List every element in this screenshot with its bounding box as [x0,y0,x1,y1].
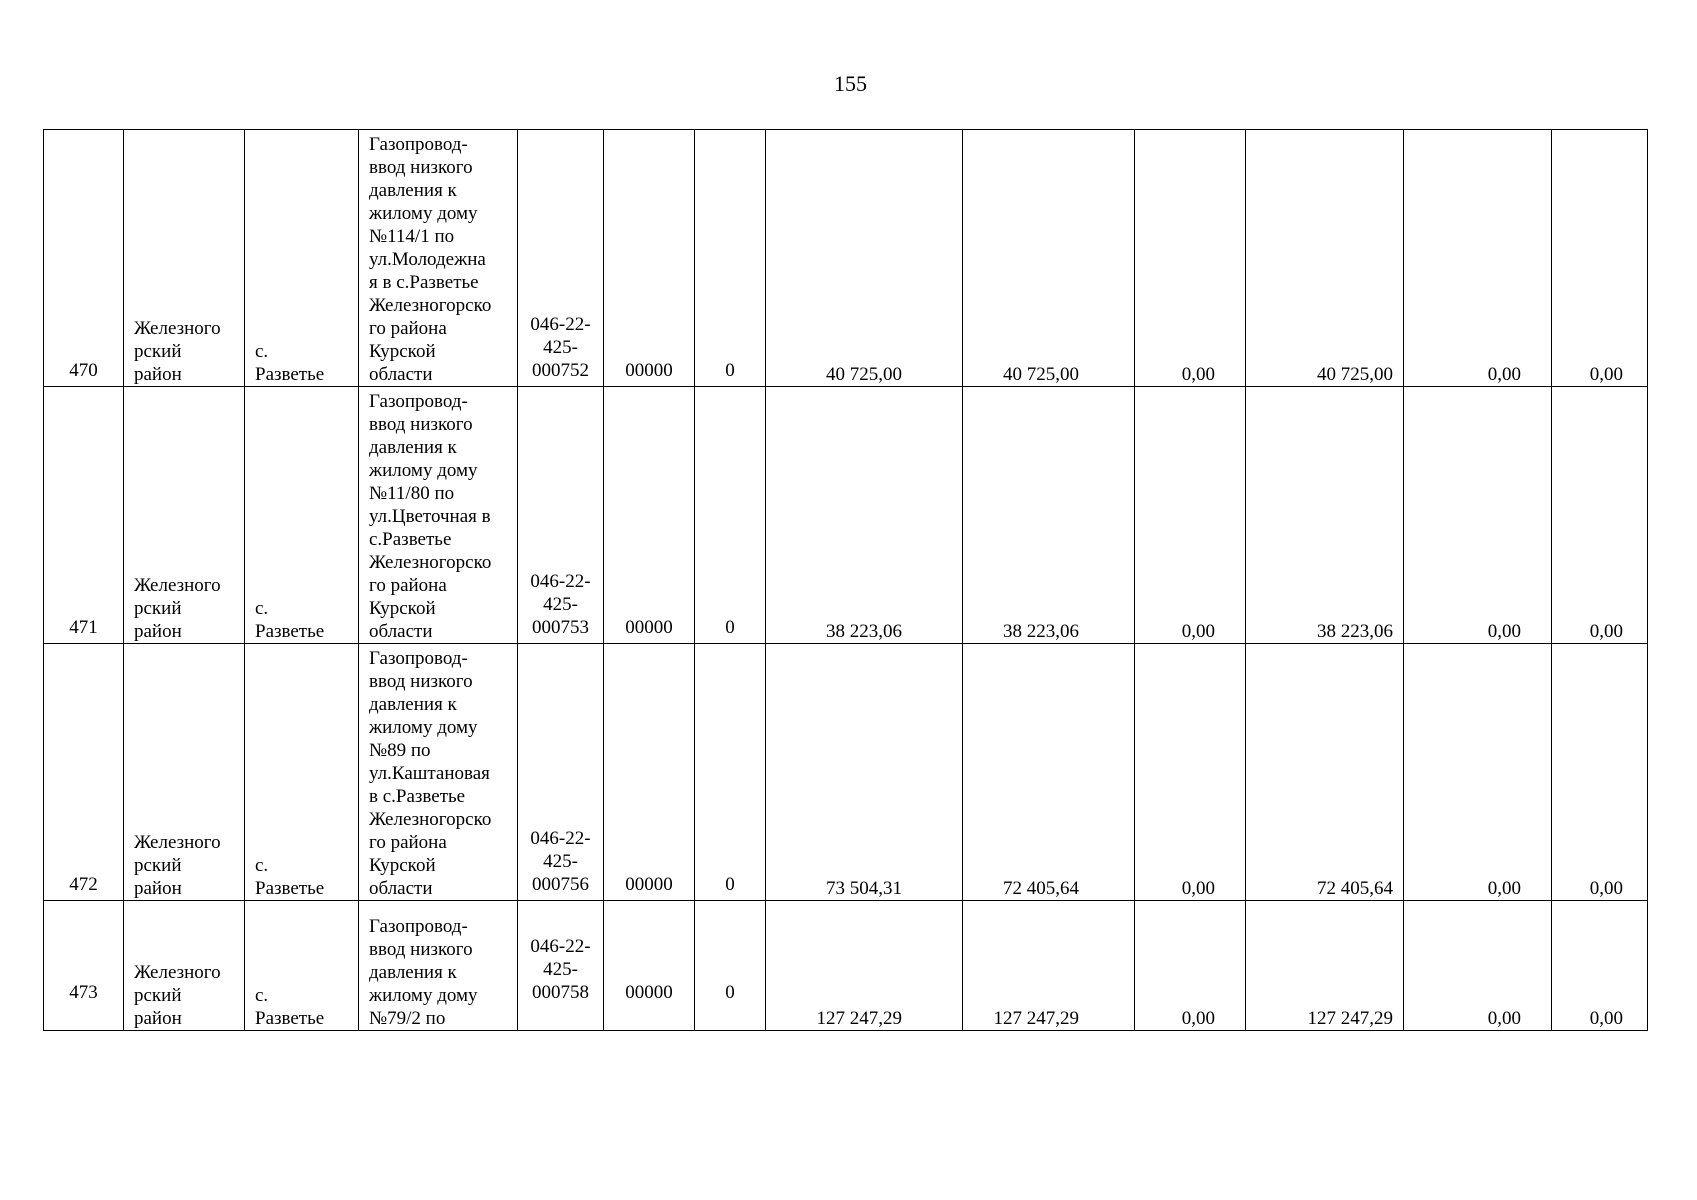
row-number: 473 [44,901,124,1031]
code-cell: 00000 [604,387,695,644]
cadastral-number-cell: 046-22- 425- 000752 [518,130,604,387]
settlement-cell: с. Разветье [245,644,359,901]
district-cell: Железного рский район [124,901,245,1031]
value-cell-1: 38 223,06 [766,387,963,644]
value-cell-6: 0,00 [1552,130,1648,387]
flag-cell: 0 [695,130,766,387]
flag-cell: 0 [695,901,766,1031]
flag-cell: 0 [695,387,766,644]
value-cell-1: 73 504,31 [766,644,963,901]
table-row [44,644,1648,901]
cadastral-number-cell: 046-22- 425- 000756 [518,644,604,901]
value-cell-5: 0,00 [1404,387,1552,644]
value-cell-6: 0,00 [1552,644,1648,901]
object-description-cell: Газопровод- ввод низкого давления к жилому дому №114/1 по ул.Молодежна я в с.Разветье Железногорско го района Курской области [359,130,518,387]
object-description-cell: Газопровод- ввод низкого давления к жилому дому №11/80 по ул.Цветочная в с.Разветье Железногорско го района Курской области [359,387,518,644]
district-cell: Железного рский район [124,387,245,644]
settlement-cell: с. Разветье [245,387,359,644]
value-cell-2: 72 405,64 [963,644,1135,901]
code-cell: 00000 [604,130,695,387]
value-cell-4: 72 405,64 [1246,644,1404,901]
object-description-cell: Газопровод- ввод низкого давления к жилому дому №89 по ул.Каштановая в с.Разветье Железногорско го района Курской области [359,644,518,901]
district-cell: Железного рский район [124,644,245,901]
value-cell-1: 127 247,29 [766,901,963,1031]
value-cell-3: 0,00 [1135,130,1246,387]
district-cell: Железного рский район [124,130,245,387]
cadastral-number-cell: 046-22- 425- 000758 [518,901,604,1031]
value-cell-3: 0,00 [1135,901,1246,1031]
value-cell-2: 127 247,29 [963,901,1135,1031]
cadastral-number-cell: 046-22- 425- 000753 [518,387,604,644]
object-description-cell: Газопровод- ввод низкого давления к жилому дому №79/2 по [359,901,518,1031]
settlement-cell: с. Разветье [245,901,359,1031]
row-number: 470 [44,130,124,387]
settlement-cell: с. Разветье [245,130,359,387]
page-number: 155 [834,71,867,96]
value-cell-3: 0,00 [1135,644,1246,901]
property-registry-table [43,129,1648,1031]
code-cell: 00000 [604,644,695,901]
value-cell-6: 0,00 [1552,901,1648,1031]
table-row [44,130,1648,387]
row-number: 472 [44,644,124,901]
value-cell-5: 0,00 [1404,644,1552,901]
value-cell-1: 40 725,00 [766,130,963,387]
value-cell-6: 0,00 [1552,387,1648,644]
value-cell-2: 38 223,06 [963,387,1135,644]
code-cell: 00000 [604,901,695,1031]
value-cell-2: 40 725,00 [963,130,1135,387]
value-cell-4: 40 725,00 [1246,130,1404,387]
value-cell-5: 0,00 [1404,130,1552,387]
value-cell-4: 38 223,06 [1246,387,1404,644]
row-number: 471 [44,387,124,644]
table-row [44,901,1648,1031]
flag-cell: 0 [695,644,766,901]
value-cell-5: 0,00 [1404,901,1552,1031]
value-cell-3: 0,00 [1135,387,1246,644]
table-row [44,387,1648,644]
value-cell-4: 127 247,29 [1246,901,1404,1031]
